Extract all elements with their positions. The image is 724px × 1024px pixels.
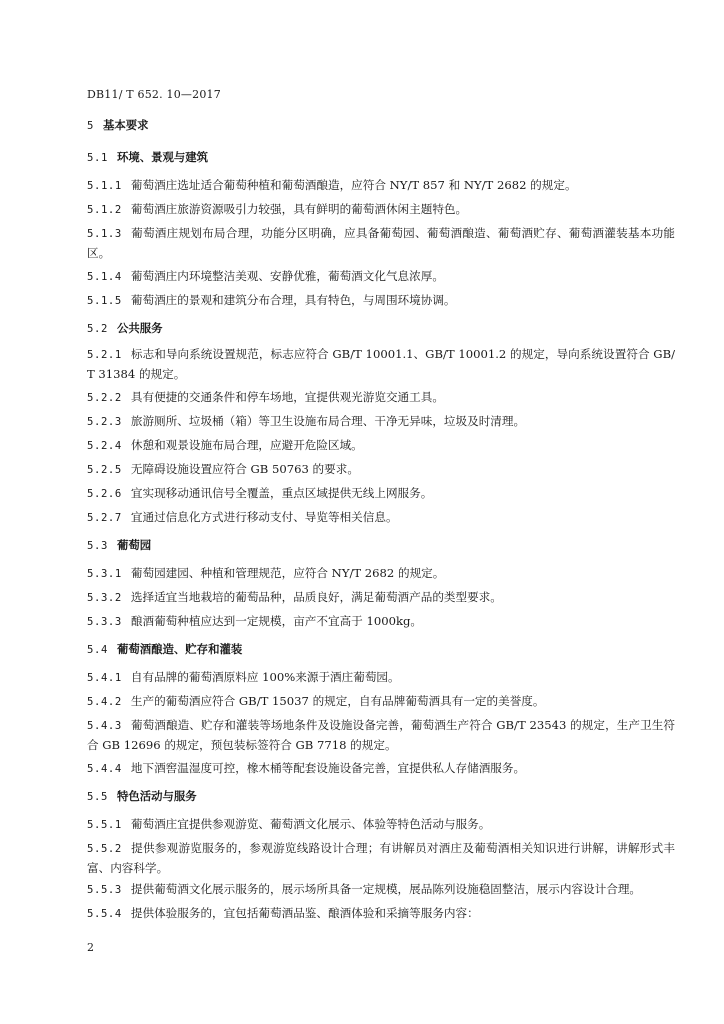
clause (87, 345, 675, 384)
clause-number: 5.1.4 (87, 271, 122, 283)
clause-number: 5.3.2 (87, 592, 122, 604)
clause (87, 198, 675, 222)
clause-number: 5.1.1 (87, 180, 122, 192)
clause-text: 提供参观游览服务的，参观游览线路设计合理；有讲解员对酒庄及葡萄酒相关知识进行讲解，讲解形式丰富、内容科学。 (87, 841, 675, 875)
subsection-number: 5.2 (87, 323, 108, 335)
clause (87, 174, 675, 198)
clause-text: 宜通过信息化方式进行移动支付、导览等相关信息。 (130, 510, 398, 524)
clause-text: 葡萄酒庄旅游资源吸引力较强，具有鲜明的葡萄酒休闲主题特色。 (130, 202, 468, 216)
clause (87, 839, 675, 878)
subsection-number: 5.4 (87, 644, 108, 656)
clause (87, 690, 675, 714)
subsection-title: 葡萄园 (116, 538, 152, 552)
clause-text: 葡萄园建园、种植和管理规范，应符合 NY/T 2682 的规定。 (130, 566, 445, 580)
clause (87, 586, 675, 610)
section-title: 基本要求 (102, 118, 149, 132)
subsection-title: 环境、景观与建筑 (116, 150, 209, 164)
clause (87, 506, 675, 530)
clause (87, 482, 675, 506)
clause (87, 880, 675, 900)
clause-text: 自有品牌的葡萄酒原料应 100%来源于酒庄葡萄园。 (130, 670, 400, 684)
clause-number: 5.5.2 (87, 843, 122, 855)
section-number: 5 (87, 120, 94, 132)
clause-number: 5.3.1 (87, 568, 122, 580)
document-header-id: DB11/ T 652. 10—2017 (87, 88, 221, 101)
clause-text: 选择适宜当地栽培的葡萄品种，品质良好，满足葡萄酒产品的类型要求。 (130, 590, 502, 604)
clause-number: 5.2.1 (87, 349, 122, 361)
clause-text: 葡萄酒庄宜提供参观游览、葡萄酒文化展示、体验等特色活动与服务。 (130, 817, 491, 831)
clause (87, 265, 675, 289)
clause-text: 无障碍设施设置应符合 GB 50763 的要求。 (130, 462, 359, 476)
clause-text: 葡萄酒酿造、贮存和灌装等场地条件及设施设备完善，葡萄酒生产符合 GB/T 23543 的规定，生产卫生符合 GB 12696 的规定，预包装标签符合 GB 7718 的规定。 (87, 718, 675, 752)
clause (87, 813, 675, 837)
clause (87, 386, 675, 410)
clause-number: 5.4.1 (87, 672, 122, 684)
clause-number: 5.2.3 (87, 416, 122, 428)
clause-number: 5.2.7 (87, 512, 122, 524)
clause-number: 5.5.3 (87, 884, 122, 896)
clause-text: 葡萄酒庄规划布局合理，功能分区明确，应具备葡萄园、葡萄酒酿造、葡萄酒贮存、葡萄酒灌装基本功能区。 (87, 226, 675, 260)
clause (87, 716, 675, 755)
subsection-number: 5.5 (87, 791, 108, 803)
clause (87, 610, 675, 634)
subsection-number: 5.1 (87, 152, 108, 164)
subsection-number: 5.3 (87, 540, 108, 552)
clause-number: 5.5.1 (87, 819, 122, 831)
clause-number: 5.2.2 (87, 392, 122, 404)
clause-number: 5.1.3 (87, 228, 122, 240)
clause (87, 434, 675, 458)
clause-number: 5.4.4 (87, 763, 122, 775)
clause-text: 具有便捷的交通条件和停车场地，宜提供观光游览交通工具。 (130, 390, 444, 404)
clause-text: 地下酒窖温湿度可控，橡木桶等配套设施设备完善，宜提供私人存储酒服务。 (130, 761, 526, 775)
clause-number: 5.4.3 (87, 720, 122, 732)
clause-text: 葡萄酒庄内环境整洁美观、安静优雅，葡萄酒文化气息浓厚。 (130, 269, 444, 283)
clause-text: 酿酒葡萄种植应达到一定规模，亩产不宜高于 1000kg。 (130, 614, 422, 628)
subsection-heading (87, 785, 675, 809)
clause (87, 757, 675, 781)
subsection-heading (87, 534, 675, 558)
clause-text: 葡萄酒庄的景观和建筑分布合理，具有特色，与周围环境协调。 (130, 293, 456, 307)
subsection-heading (87, 638, 675, 662)
clause-number: 5.1.2 (87, 204, 122, 216)
document-body (87, 112, 675, 926)
clause-text: 旅游厕所、垃圾桶（箱）等卫生设施布局合理、干净无异味，垃圾及时清理。 (130, 414, 526, 428)
clause-number: 5.3.3 (87, 616, 122, 628)
clause (87, 224, 675, 263)
clause-text: 葡萄酒庄选址适合葡萄种植和葡萄酒酿造，应符合 NY/T 857 和 NY/T 2682 的规定。 (130, 178, 577, 192)
page-number: 2 (87, 941, 94, 954)
clause-text: 标志和导向系统设置规范，标志应符合 GB/T 10001.1、GB/T 10001.2 的规定，导向系统设置符合 GB/T 31384 的规定。 (87, 347, 675, 381)
subsection-title: 特色活动与服务 (116, 789, 197, 803)
clause-number: 5.2.4 (87, 440, 122, 452)
subsection-heading (87, 146, 675, 170)
clause (87, 410, 675, 434)
subsection-heading (87, 317, 675, 341)
clause (87, 562, 675, 586)
clause (87, 458, 675, 482)
clause (87, 666, 675, 690)
clause-text: 提供体验服务的，宜包括葡萄酒品鉴、酿酒体验和采摘等服务内容： (130, 906, 479, 920)
subsection-title: 公共服务 (116, 321, 163, 335)
clause-number: 5.1.5 (87, 295, 122, 307)
clause (87, 289, 675, 313)
clause-number: 5.2.5 (87, 464, 122, 476)
clause-text: 宜实现移动通讯信号全覆盖，重点区域提供无线上网服务。 (130, 486, 433, 500)
clause-number: 5.2.6 (87, 488, 122, 500)
clause (87, 902, 675, 926)
subsection-title: 葡萄酒酿造、贮存和灌装 (116, 642, 243, 656)
clause-text: 提供葡萄酒文化展示服务的，展示场所具备一定规模，展品陈列设施稳固整洁，展示内容设计合理。 (130, 882, 642, 896)
clause-text: 休憩和观景设施布局合理，应避开危险区域。 (130, 438, 363, 452)
clause-text: 生产的葡萄酒应符合 GB/T 15037 的规定，自有品牌葡萄酒具有一定的美誉度。 (130, 694, 545, 708)
section-heading (87, 114, 675, 138)
clause-number: 5.5.4 (87, 908, 122, 920)
clause-number: 5.4.2 (87, 696, 122, 708)
